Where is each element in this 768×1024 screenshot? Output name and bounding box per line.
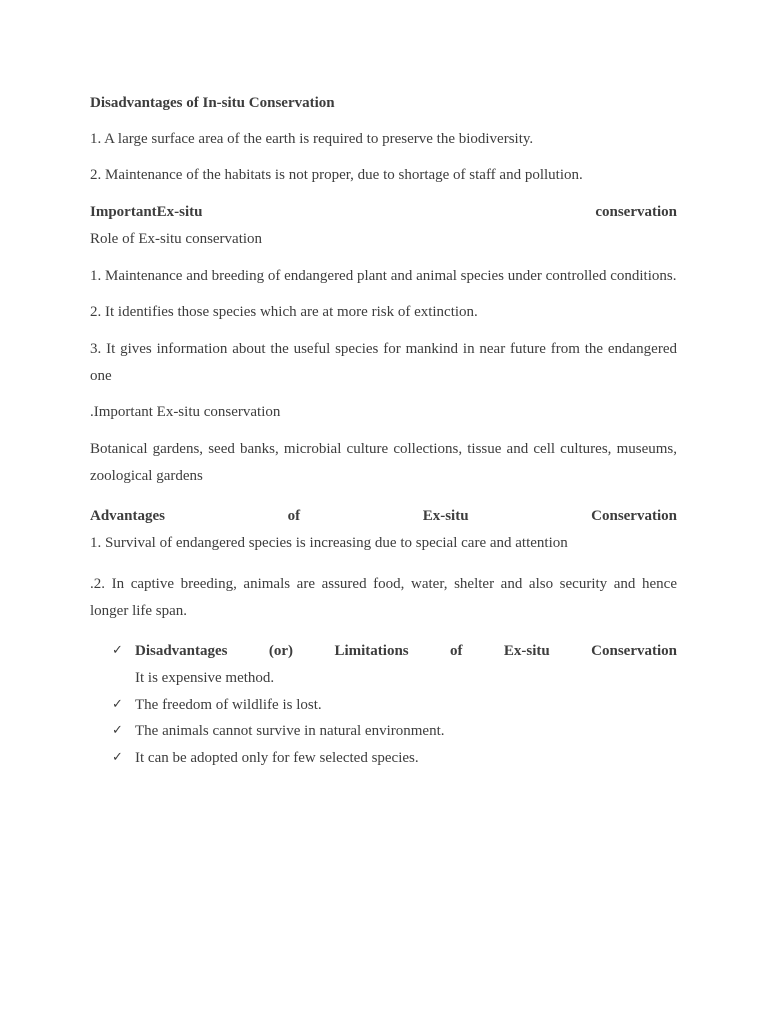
heading-important-exsitu: [90, 199, 677, 226]
heading-insitu-disadvantages: Disadvantages of In-situ Conservation: [90, 95, 335, 111]
limitations-word: Conservation: [591, 643, 677, 660]
advantages-word: of: [287, 508, 301, 525]
heading-advantages-exsitu: [90, 503, 677, 530]
heading-important-right: conservation: [595, 204, 677, 221]
heading-limitations-exsitu: [135, 638, 677, 665]
limitations-word: Disadvantages: [135, 643, 228, 660]
insitu-point-1: 1. A large surface area of the earth is required to preserve the biodiversity.: [90, 130, 534, 147]
limitation-point-3: The animals cannot survive in natural environment.: [135, 723, 445, 740]
limitations-word: of: [450, 643, 463, 660]
checkmark-icon: ✓: [112, 750, 123, 766]
limitation-point-4: It can be adopted only for few selected species.: [135, 750, 419, 767]
important-exsitu-heading: .Important Ex-situ conservation: [90, 404, 281, 421]
limitations-word: (or): [268, 643, 294, 660]
insitu-point-2: 2. Maintenance of the habitats is not proper, due to shortage of staff and pollution.: [90, 167, 583, 184]
limitation-point-2: The freedom of wildlife is lost.: [135, 696, 322, 713]
checkmark-icon: ✓: [112, 643, 123, 659]
advantage-point-2: .2. In captive breeding, animals are assured food, water, shelter and also security and hence longer life span.: [90, 575, 677, 619]
list-item: [90, 638, 677, 691]
role-point-3: 3. It gives information about the useful species for mankind in near future from the endangered one: [90, 340, 677, 384]
advantages-word: Conservation: [591, 508, 677, 525]
list-item: [90, 692, 677, 719]
advantage-point-1: 1. Survival of endangered species is increasing due to special care and attention: [90, 535, 568, 552]
role-point-1: 1. Maintenance and breeding of endangered plant and animal species under controlled conditions.: [90, 267, 677, 284]
limitations-list: [90, 638, 677, 772]
limitations-word: Limitations: [334, 643, 409, 660]
important-exsitu-examples: Botanical gardens, seed banks, microbial culture collections, tissue and cell cultures, museums, zoological gardens: [90, 441, 677, 484]
checkmark-icon: ✓: [112, 723, 123, 739]
document-page: [90, 90, 677, 772]
heading-important-left: ImportantEx-situ: [90, 204, 203, 221]
role-point-2: 2. It identifies those species which are at more risk of extinction.: [90, 304, 478, 321]
limitation-point-1: It is expensive method.: [135, 669, 275, 686]
role-heading: Role of Ex-situ conservation: [90, 230, 263, 247]
checkmark-icon: ✓: [112, 696, 123, 712]
limitations-word: Ex-situ: [503, 643, 550, 660]
advantages-word: Advantages: [90, 508, 166, 525]
list-item: [90, 718, 677, 745]
list-item: [90, 745, 677, 772]
advantages-word: Ex-situ: [422, 508, 469, 525]
